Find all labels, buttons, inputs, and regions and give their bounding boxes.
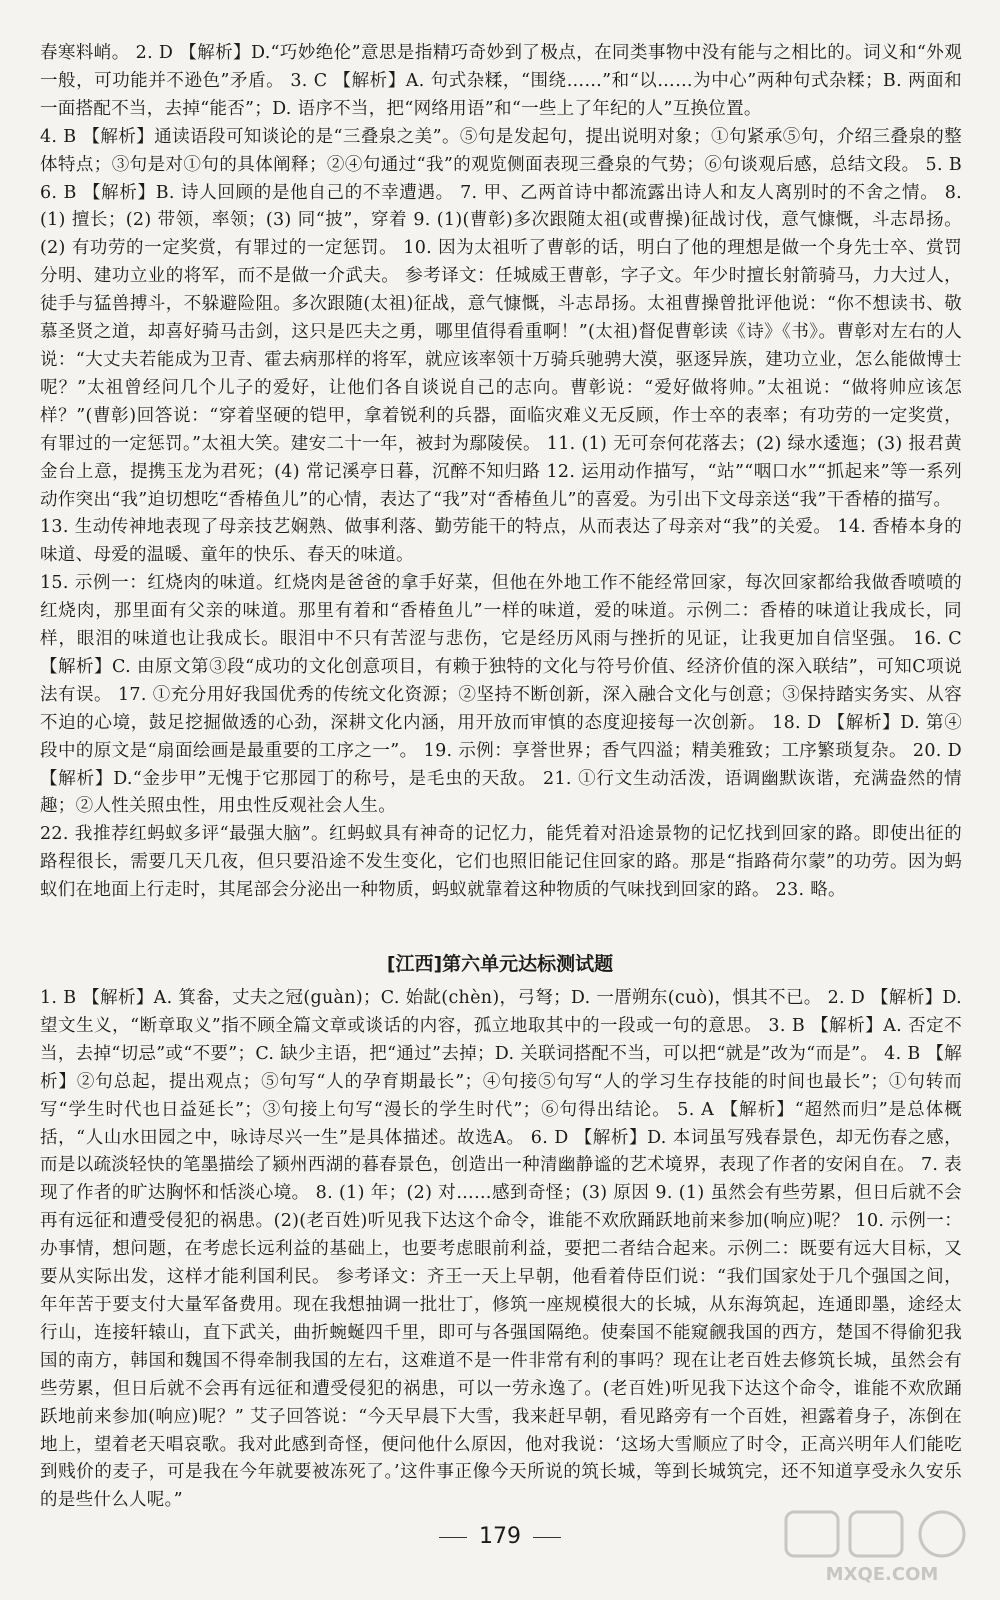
answer-paragraph: 1. B 【解析】A. 箕畚，丈夫之冠(guàn)；C. 始龀(chèn)，弓弩；D. 一厝朔东(cuò)，惧其不已。 2. D 【解析】D. 望文生义，“断章取义”指不顾全篇文章或谈话的内容，孤立地取其中的一段或一句的意思。 3. B 【解析】A. 否定不当，去掉“切忌”或“不要”；C. 缺少主语，把“通过”去掉；D. 关联词搭配不当，可以把“就是”改为“而是”。 4. B 【解析】②句总起，提出观点；⑤句写“人的孕育期最长”；④句接⑤句写“人的学习生存技能的时间也最长”；①句转而写“学生时代也日益延长”；③句接上句写“漫长的学生时代”；⑥句得出结论。 5. A 【解析】“超然而归”是总体概括，“人山水田园之中，咏诗尽兴一生”是具体描述。故选A。 6. D 【解析】D. 本词虽写残春景色，却无伤春之感，而是以疏淡轻快的笔墨描绘了颍州西湖的暮春景色，创造出一种清幽静谧的艺术境界，表现了作者的安闲自在。 7. 表现了作者的旷达胸怀和恬淡心境。 8. (1) 年；(2) 对……感到奇怪；(3) 原因 9. (1) 虽然会有些劳累，但日后就不会再有远征和遭受侵犯的祸患。(2)(老百姓)听见我下达这个命令，谁能不欢欣踊跃地前来参加(响应)呢？ 10. 示例一：办事情，想问题，在考虑长远利益的基础上，也要考虑眼前利益，要把二者结合起来。示例二：既要有远大目标，又要从实际出发，这样才能利国利民。 参考译文：齐王一天上早朝，他看着侍臣们说：“我们国家处于几个强国之间，年年苦于要支付大量军备费用。现在我想抽调一批壮丁，修筑一座规模很大的长城，从东海筑起，连通即墨，途经太行山，连接轩辕山，直下武关，曲折蜿蜒四千里，即可与各强国隔绝。使秦国不能窥觎我国的西方，楚国不得偷犯我国的南方，韩国和魏国不得牵制我国的左右，这难道不是一件非常有利的事吗？现在让老百姓去修筑长城，虽然会有些劳累，但日后就不会再有远征和遭受侵犯的祸患，可以一劳永逸了。(老百姓)听见我下达这个命令，谁能不欢欣踊跃地前来参加(响应)呢？” 艾子回答说：“今天早晨下大雪，我来赶早朝，看见路旁有一个百姓，袒露着身子，冻倒在地上，望着老天唱哀歌。我对此感到奇怪，便问他什么原因，他对我说：‘这场大雪顺应了时令，正高兴明年人们能吃到贱价的麦子，可是我在今年就要被冻死了。’这件事正像今天所说的筑长城，等到长城筑完，还不知道享受永久安乐的是些什么人呢。” — [40, 988, 962, 1511]
answer-paragraph: 春寒料峭。 2. D 【解析】D.“巧妙绝伦”意思是指精巧奇妙到了极点，在同类事物中没有能与之相比的。词义和“外观一般，可功能并不逊色”矛盾。 3. C 【解析】A. 句式杂糅，“围绕……”和“以……为中心”两种句式杂糅；B. 两面和一面搭配不当，去掉“能否”；D. 语序不当，把“网络用语”和“一些上了年纪的人”互换位置。 — [40, 43, 962, 119]
watermark-logo-icon — [782, 1508, 982, 1588]
answers-unit-6-block — [40, 985, 962, 1515]
answer-paragraph: 4. B 【解析】通读语段可知谈论的是“三叠泉之美”。⑤句是发起句，提出说明对象；①句紧承⑤句，介绍三叠泉的整体特点；③句是对①句的具体阐释；②④句通过“我”的观览侧面表现三叠泉的气势；⑥句谈观后感，总结文段。 5. B 6. B 【解析】B. 诗人回顾的是他自己的不幸遭遇。 7. 甲、乙两首诗中都流露出诗人和友人离别时的不舍之情。 8. (1) 擅长；(2) 带领，率领；(3) 同“披”，穿着 9. (1)(曹彰)多次跟随太祖(或曹操)征战讨伐，意气慷慨，斗志昂扬。(2) 有功劳的一定奖赏，有罪过的一定惩罚。 10. 因为太祖听了曹彰的话，明白了他的理想是做一个身先士卒、赏罚分明、建功立业的将军，而不是做一介武夫。 参考译文：任城威王曹彰，字子文。年少时擅长射箭骑马，力大过人，徒手与猛兽搏斗，不躲避险阻。多次跟随(太祖)征战，意气慷慨，斗志昂扬。太祖曹操曾批评他说：“你不想读书、敬慕圣贤之道，却喜好骑马击剑，这只是匹夫之勇，哪里值得看重啊！”(太祖)督促曹彰读《诗》《书》。曹彰对左右的人说：“大丈夫若能成为卫青、霍去病那样的将军，就应该率领十万骑兵驰骋大漠，驱逐异族，建功立业，怎么能做博士呢？”太祖曾经问几个儿子的爱好，让他们各自谈说自己的志向。曹彰说：“爱好做将帅。”太祖说：“做将帅应该怎样？”(曹彰)回答说：“穿着坚硬的铠甲，拿着锐利的兵器，面临灾难义无反顾，作士卒的表率；有功劳的一定奖赏，有罪过的一定惩罚。”太祖大笑。建安二十一年，被封为鄢陵侯。 11. (1) 无可奈何花落去；(2) 绿水逶迤；(3) 报君黄金台上意，提携玉龙为君死；(4) 常记溪亭日暮，沉醉不知归路 12. 运用动作描写，“站”“咽口水”“抓起来”等一系列动作突出“我”迫切想吃“香椿鱼儿”的心情，表达了“我”对“香椿鱼儿”的喜爱。为引出下文母亲送“我”干香椿的描写。 — [40, 126, 962, 510]
answer-paragraph: 22. 我推荐红蚂蚁多评“最强大脑”。红蚂蚁具有神奇的记忆力，能凭着对沿途景物的记忆找到回家的路。即使出征的路程很长，需要几天几夜，但只要沿途不发生变化，它们也照旧能记住回家的路。那是“指路荷尔蒙”的功劳。因为蚂蚁们在地面上行走时，其尾部会分泌出一种物质，蚂蚁就靠着这种物质的气味找到回家的路。 23. 略。 — [40, 824, 962, 901]
answers-unit-5-block — [40, 40, 962, 905]
page-number-value: 179 — [479, 1524, 521, 1549]
answer-paragraph: 13. 生动传神地表现了母亲技艺娴熟、做事利落、勤劳能干的特点，从而表达了母亲对“我”的关爱。 14. 香椿本身的味道、母爱的温暖、童年的快乐、春天的味道。 — [40, 517, 962, 566]
answer-paragraph: 15. 示例一：红烧肉的味道。红烧肉是爸爸的拿手好菜，但他在外地工作不能经常回家，每次回家都给我做香喷喷的红烧肉，那里面有父亲的味道。那里有着和“香椿鱼儿”一样的味道，爱的味道。示例二：香椿的味道让我成长，同样，眼泪的味道也让我成长。眼泪中不只有苦涩与悲伤，它是经历风雨与挫折的见证，让我更加自信坚强。 16. C 【解析】C. 由原文第③段“成功的文化创意项目，有赖于独特的文化与符号价值、经济价值的深入联结”，可知C项说法有误。 17. ①充分用好我国优秀的传统文化资源；②坚持不断创新，深入融合文化与创意；③保持踏实务实、从容不迫的心境，鼓足挖掘做透的心劲，深耕文化内涵，用开放而审慎的态度迎接每一次创新。 18. D 【解析】D. 第④段中的原文是“扇面绘画是最重要的工序之一”。 19. 示例：享誉世界；香气四溢；精美雅致；工序繁琐复杂。 20. D 【解析】D.“金步甲”无愧于它那园丁的称号，是毛虫的天敌。 21. ①行文生动活泼，语调幽默诙谐，充满盎然的情趣；②人性关照虫性，用虫性反观社会人生。 — [40, 573, 962, 817]
section-heading: [江西]第六单元达标测试题 — [386, 953, 614, 975]
site-watermark — [782, 1508, 982, 1588]
page-number-left-rule — [439, 1537, 467, 1538]
page-number-right-rule — [533, 1537, 561, 1538]
svg-text:MXQE.COM: MXQE.COM — [825, 1564, 939, 1585]
